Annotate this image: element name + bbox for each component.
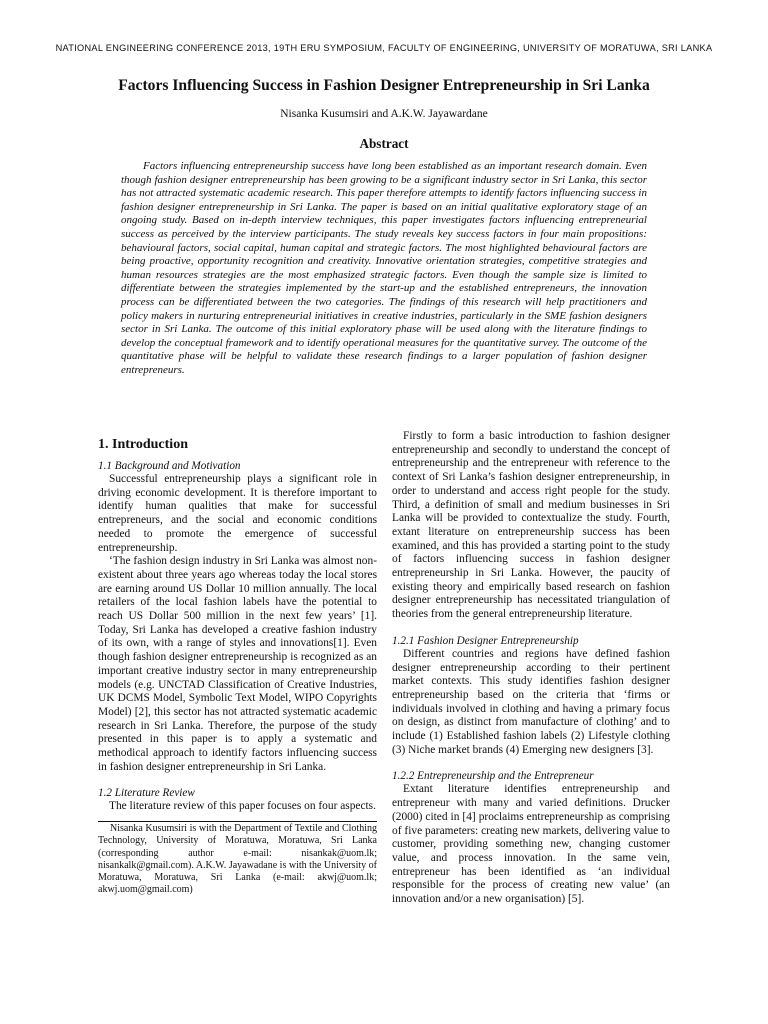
literature-review-paragraph: The literature review of this paper focuses on four aspects. [109, 800, 376, 813]
literature-aspects-paragraph: Firstly to form a basic introduction to fashion designer entrepreneurship and secondly to understand the concept of entrepreneurship and the entrepreneur with reference to the context of Sri Lanka’s fashion designer entrepreneurship, in order to understand and access right people for the study. Third, a definition of small and medium businesses in Sri Lanka will be provided to contextualize the study. Fourth, extant literature on entrepreneurship success has been examined, and this has provided a starting point to the study of factors influencing success in fashion designer entrepreneurship in Sri Lanka. However, the paucity of existing theory and empirically based research on fashion designer entrepreneurship has necessitated triangulation of theories from the general entrepreneurship literature. [392, 430, 670, 621]
paper-title: Factors Influencing Success in Fashion Designer Entrepreneurship in Sri Lanka [118, 77, 650, 94]
left-column [98, 436, 377, 896]
background-paragraph-2: ‘The fashion design industry in Sri Lanka was almost non-existent about three years ago whereas today the local stores are earning around US Dollar 10 million annually. The local retailers of the local fashion labels have the potential to reach US Dollar 500 million in the next few years’ [1]. Today, Sri Lanka has developed a creative fashion industry of its own, with a range of styles and innovations[1]. Even though fashion designer entrepreneurship is recognized as an important creative industry sector in many entrepreneurship models (e.g. UNCTAD Classification of Creative Industries, UK DCMS Model, Symbolic Text Model, WIPO Copyrights Model) [2], this sector has not attracted systematic academic research in Sri Lanka. Therefore, the purpose of the study presented in this paper is to apply a systematic and methodical approach to identify factors influencing success in fashion designer entrepreneurship in Sri Lanka. [98, 555, 377, 773]
subsection-heading-fashion-designer-entrepreneurship: 1.2.1 Fashion Designer Entrepreneurship [392, 634, 579, 647]
subsection-heading-entrepreneurship-and-entrepreneur: 1.2.2 Entrepreneurship and the Entrepreneur [392, 770, 594, 783]
author-footnote: Nisanka Kusumsiri is with the Department of Textile and Clothing Technology, University of Moratuwa, Moratuwa, Sri Lanka (corresponding author e-mail: nisankak@uom.lk; nisankalk@gmail.com). A.K.W. Jayawadane is with the University of Moratuwa, Moratuwa, Sri Lanka (e-mail: akwj@uom.lk; akwj.uom@gmail.com) [98, 823, 377, 896]
fashion-designer-entrepreneurship-paragraph: Different countries and regions have defined fashion designer entrepreneurship according to their pertinent market contexts. This study identifies fashion designer entrepreneurship based on the criteria that ‘firms or individuals involved in clothing and having a primary focus on design, as distinct from manufacture of clothing’ and to include (1) Established fashion labels (2) Lifestyle clothing (3) Niche market brands (4) Emerging new designers [3]. [392, 647, 670, 756]
right-column [392, 430, 670, 907]
subsection-heading-background: 1.1 Background and Motivation [98, 460, 241, 472]
section-heading-introduction: 1. Introduction [98, 437, 188, 452]
entrepreneurship-paragraph: Extant literature identifies entrepreneurship and entrepreneur with many and varied definitions. Drucker (2000) cited in [4] proclaims entrepreneurship as comprising of five parameters: creating new markets, delivering value to customer, providing something new, changing customer value, and process innovation. In the same vein, entrepreneur has been identified as ‘an individual responsible for the process of creating new value’ (an innovation and/or a new organisation) [5]. [392, 783, 670, 906]
subsection-heading-literature-review: 1.2 Literature Review [98, 787, 195, 800]
abstract-heading: Abstract [359, 136, 409, 151]
running-head: NATIONAL ENGINEERING CONFERENCE 2013, 19TH ERU SYMPOSIUM, FACULTY OF ENGINEERING, UNIVERSITY OF MORATUWA, SRI LANKA [55, 43, 713, 53]
background-paragraph-1: Successful entrepreneurship plays a significant role in driving economic development. It is therefore important to identify human qualities that make for successful entrepreneurs, and the social and economic conditions needed to promote the emergence of successful entrepreneurship. [98, 473, 377, 554]
abstract-text: Factors influencing entrepreneurship success have long been established as an important research domain. Even though fashion designer entrepreneurship has been growing to be a significant industry sector in Sri Lanka, this sector has not attracted systematic academic research. This paper therefore attempts to identify factors influencing success in fashion designer entrepreneurship in Sri Lanka. The paper is based on an initial qualitative exploratory stage of an ongoing study. Based on in-depth interview techniques, this paper investigates factors influencing entrepreneurial success as perceived by the interview participants. The study reveals key success factors in four main propositions: behavioural factors, social capital, human capital and strategic factors. The most highlighted behavioural factors are being proactive, opportunity recognition and creativity. Innovative orientation strategies, competitive strategies and human resources strategies are the most emphasized strategic factors. Even though the sample size is limited to differentiate between the strategies implemented by the start-up and the established entrepreneurs, the innovation process can be differentiated between the two categories. The findings of this research will help practitioners and policy makers in nurturing entrepreneurial initiatives in creative industries, particularly in the SME fashion designers sector in Sri Lanka. The outcome of this initial exploratory phase will be used along with the literature findings to develop the conceptual framework and to identify operational measures for the quantitative survey. The outcome of the quantitative phase will be helpful to validate these research findings to a larger population of fashion designer entrepreneurs. [121, 160, 647, 376]
paper-authors: Nisanka Kusumsiri and A.K.W. Jayawardane [280, 108, 488, 120]
